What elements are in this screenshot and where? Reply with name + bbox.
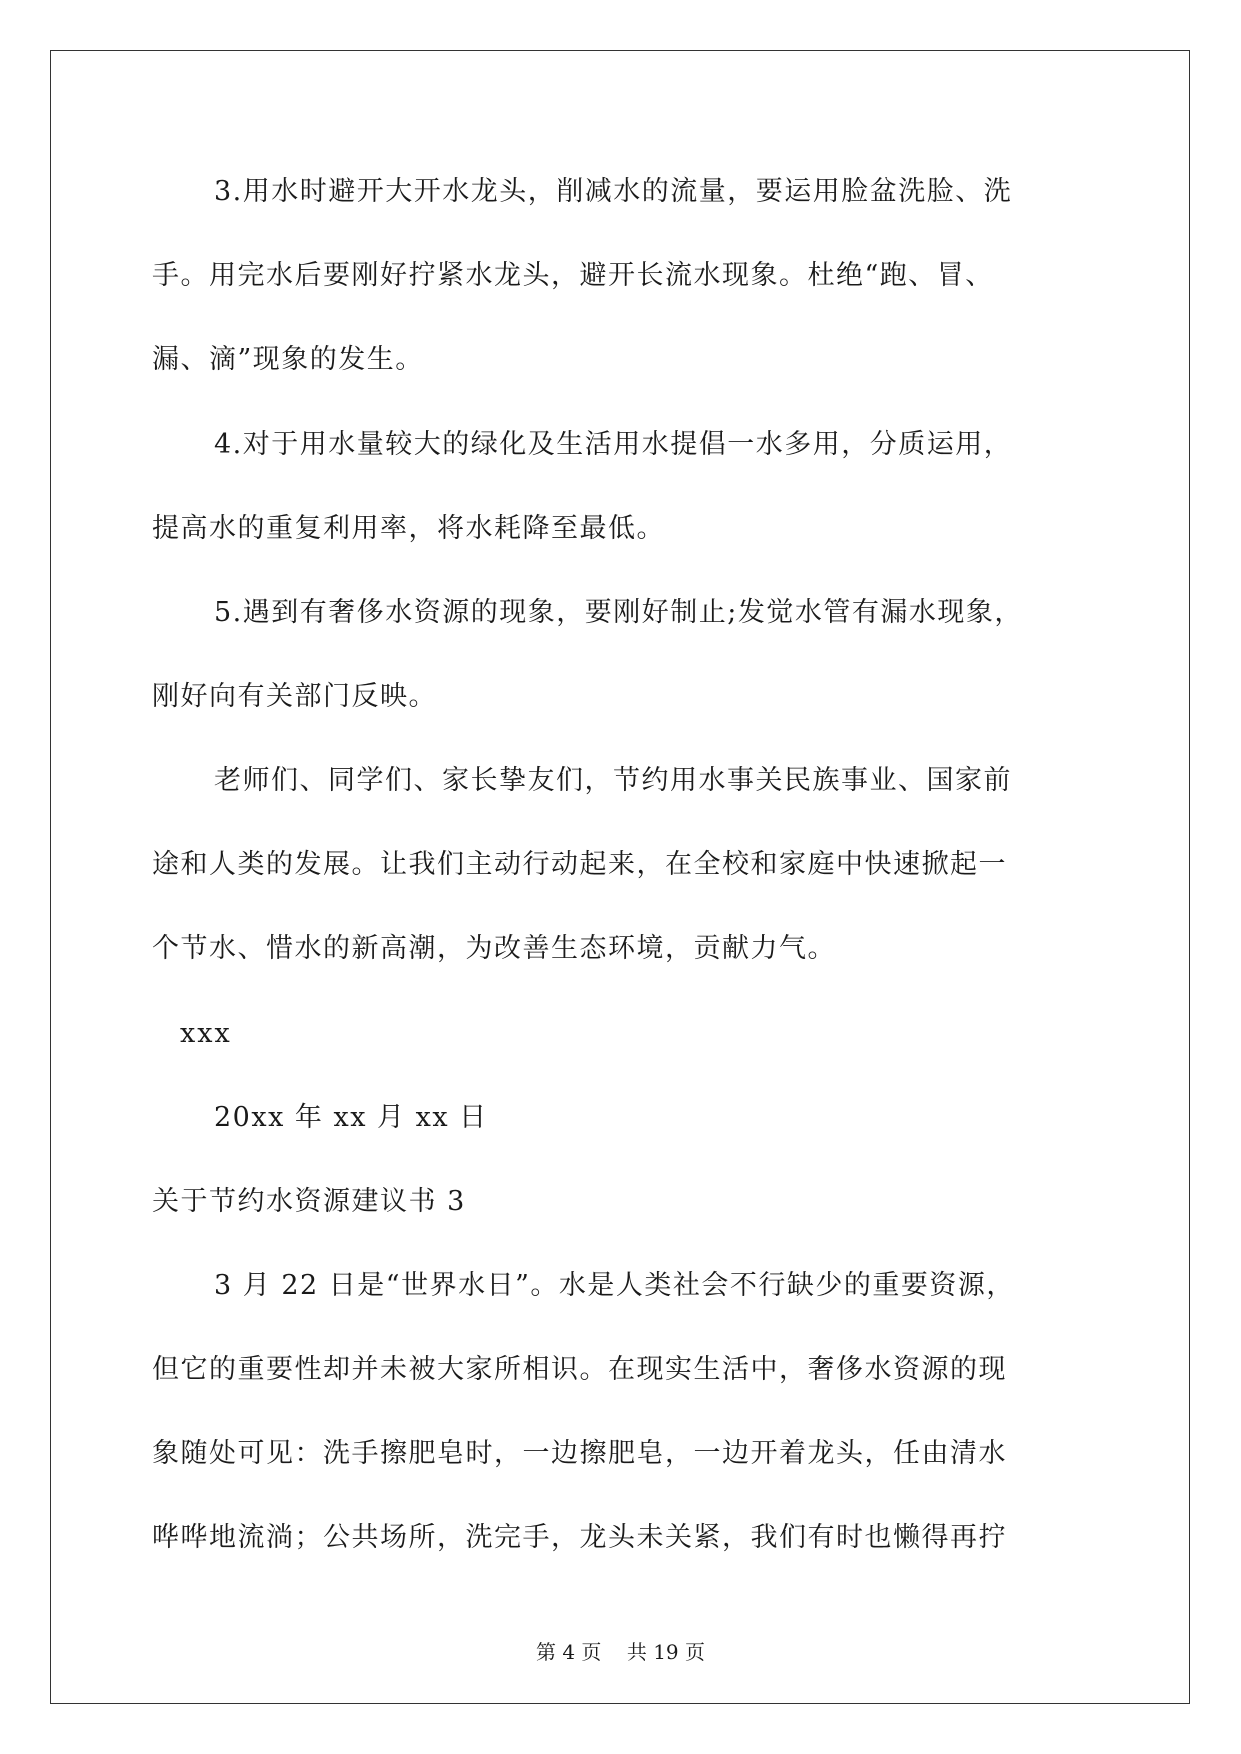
- page-number-footer: 第 4 页 共 19 页: [535, 1640, 706, 1664]
- paragraph-line: 3 月 22 日是“世界水日”。水是人类社会不行缺少的重要资源，: [214, 1270, 1015, 1301]
- signature-name: xxx: [180, 1018, 232, 1049]
- paragraph-line: 3.用水时避开大开水龙头，削减水的流量，要运用脸盆洗脸、洗: [214, 176, 1013, 207]
- paragraph-line: 提高水的重复利用率，将水耗降至最低。: [152, 513, 665, 544]
- paragraph-line: 象随处可见：洗手擦肥皂时，一边擦肥皂，一边开着龙头，任由清水: [152, 1438, 1007, 1469]
- paragraph-line: 5.遇到有奢侈水资源的现象，要刚好制止;发觉水管有漏水现象，: [214, 597, 1023, 628]
- section-title: 关于节约水资源建议书 3: [152, 1186, 466, 1217]
- paragraph-line: 漏、滴”现象的发生。: [152, 344, 424, 375]
- paragraph-line: 途和人类的发展。让我们主动行动起来，在全校和家庭中快速掀起一: [152, 849, 1007, 880]
- paragraph-line: 手。用完水后要刚好拧紧水龙头，避开长流水现象。杜绝“跑、冒、: [152, 260, 994, 291]
- paragraph-line: 刚好向有关部门反映。: [152, 681, 437, 712]
- paragraph-line: 哗哗地流淌；公共场所，洗完手，龙头未关紧，我们有时也懒得再拧: [152, 1522, 1007, 1553]
- signature-date: 20xx 年 xx 月 xx 日: [214, 1102, 488, 1133]
- paragraph-line: 但它的重要性却并未被大家所相识。在现实生活中，奢侈水资源的现: [152, 1354, 1007, 1385]
- paragraph-line: 4.对于用水量较大的绿化及生活用水提倡一水多用，分质运用，: [214, 429, 1013, 460]
- paragraph-line: 老师们、同学们、家长挚友们，节约用水事关民族事业、国家前: [214, 765, 1012, 796]
- paragraph-line: 个节水、惜水的新高潮，为改善生态环境，贡献力气。: [152, 933, 836, 964]
